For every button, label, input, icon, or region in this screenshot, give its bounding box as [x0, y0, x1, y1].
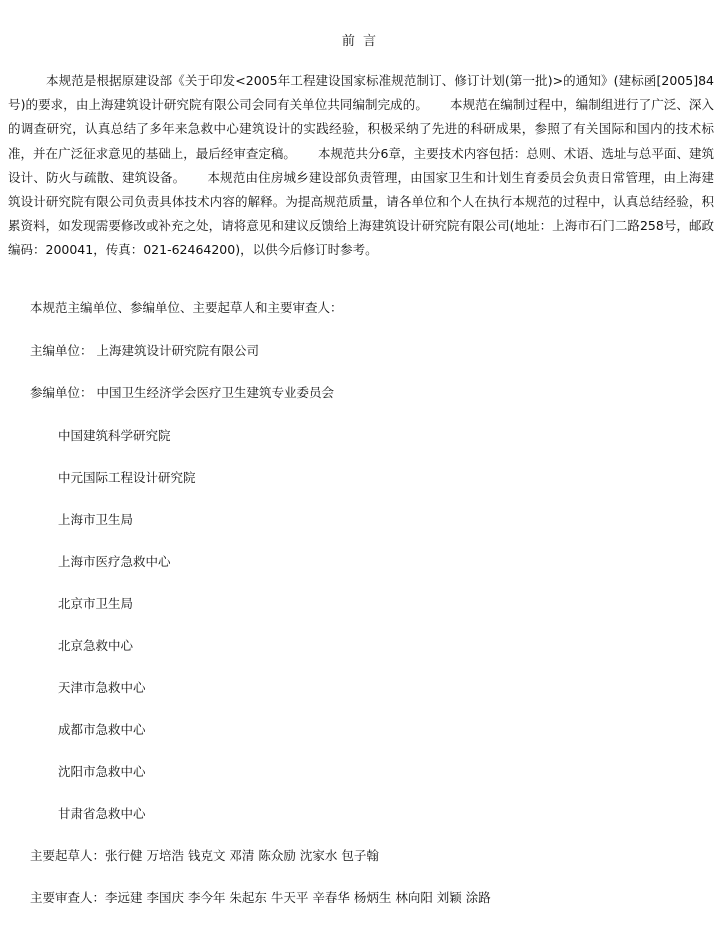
- chief-editor-unit: 主编单位： 上海建筑设计研究院有限公司: [30, 343, 259, 358]
- main-reviewers: 主要审查人：李远建 李国庆 李今年 朱起东 牛天平 辛春华 杨炳生 林向阳 刘颖 涂路: [30, 890, 491, 905]
- units-heading: 本规范主编单位、参编单位、主要起草人和主要审查人：: [30, 300, 343, 315]
- preface-sentence-basis: 本规范是根据原建设部《关于印发<2005年工程建设国家标准规范制订、修订计划(第一批)>的通知》(建标函[2005]84号)的要求，由上海建筑设计研究院有限公司会同有关单位共同编制完成的。: [8, 73, 714, 113]
- participating-unit: 成都市急救中心: [58, 722, 146, 737]
- participating-unit: 中元国际工程设计研究院: [58, 470, 196, 485]
- main-drafters: 主要起草人：张行健 万培浩 钱克文 邓清 陈众励 沈家水 包子翰: [30, 848, 379, 863]
- participating-unit: 天津市急救中心: [58, 680, 146, 695]
- participating-unit: 沈阳市急救中心: [58, 764, 146, 779]
- participating-unit: 上海市医疗急救中心: [58, 554, 171, 569]
- page-title: 前 言: [341, 34, 379, 49]
- participating-unit: 甘肃省急救中心: [58, 806, 146, 821]
- participating-unit: 中国建筑科学研究院: [58, 428, 171, 443]
- preface-paragraph: [8, 69, 714, 263]
- preface-sentence-contents: 本规范共分6章，主要技术内容包括：总则、术语、选址与总平面、建筑设计、防火与疏散、建筑设备。: [8, 145, 714, 185]
- participating-unit: 北京急救中心: [58, 638, 134, 653]
- preface-sentence-process: 本规范在编制过程中，编制组进行了广泛、深入的调查研究，认真总结了多年来急救中心建筑设计的实践经验，积极采纳了先进的科研成果，参照了有关国际和国内的技术标准，并在广泛征求意见的基础上，最后经审查定稿。: [8, 97, 714, 161]
- preface-sentence-management: 本规范由住房城乡建设部负责管理，由国家卫生和计划生育委员会负责日常管理，由上海建筑设计研究院有限公司负责具体技术内容的解释。为提高规范质量，请各单位和个人在执行本规范的过程中，认真总结经验，积累资料，如发现需要修改或补充之处，请将意见和建议反馈给上海建筑设计研究院有限公司(地址：上海市石门二路258号，邮政编码：200041，传真：021-62464200)，以供今后修订时参考。: [8, 169, 714, 258]
- participating-unit: 北京市卫生局: [58, 596, 134, 611]
- participating-unit-first: 参编单位： 中国卫生经济学会医疗卫生建筑专业委员会: [30, 385, 334, 400]
- participating-unit: 上海市卫生局: [58, 512, 134, 527]
